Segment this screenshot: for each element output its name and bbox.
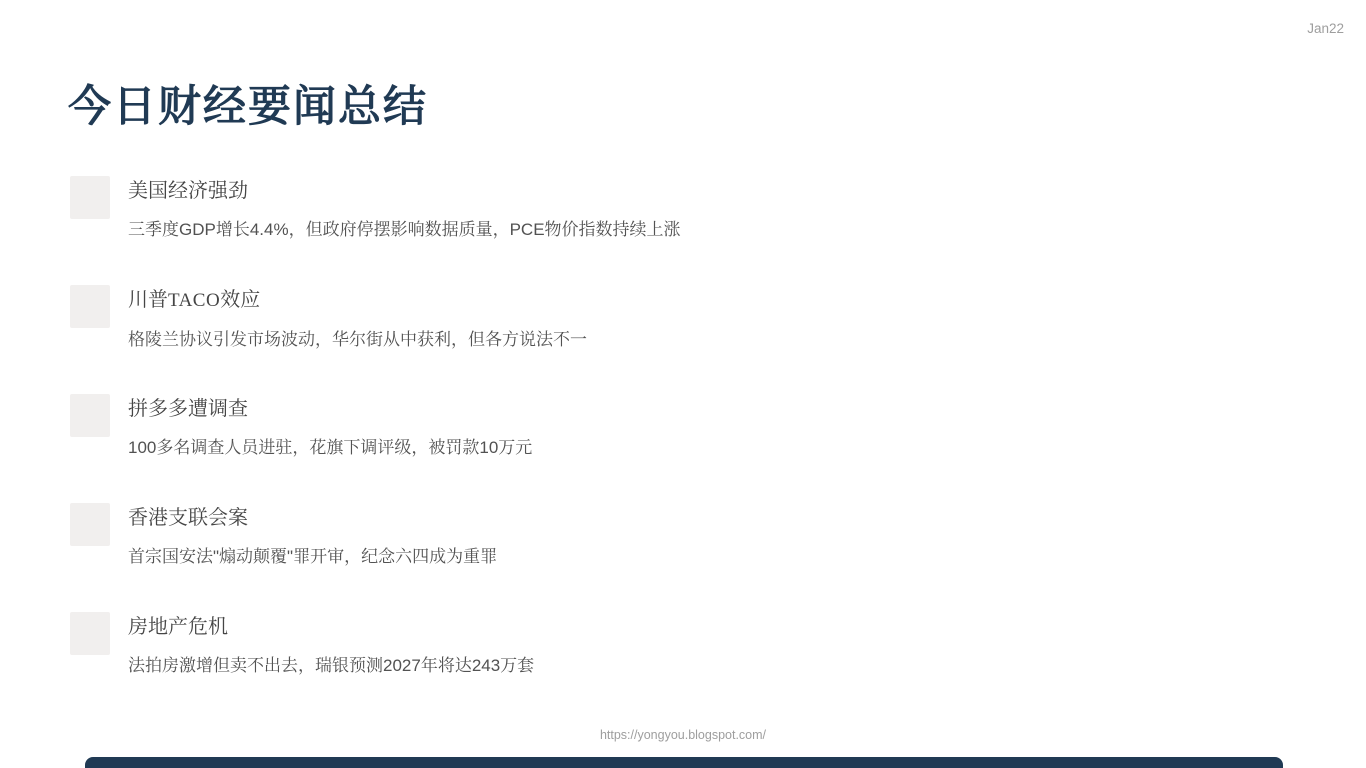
news-item-text	[128, 612, 534, 677]
news-item-description: 三季度GDP增长4.4%，但政府停摆影响数据质量，PCE物价指数持续上涨	[128, 220, 681, 239]
news-item-text	[128, 394, 532, 459]
page-title: 今日财经要闻总结	[68, 83, 428, 131]
news-item-description: 100多名调查人员进驻，花旗下调评级，被罚款10万元	[128, 438, 533, 457]
news-item-description: 格陵兰协议引发市场波动，华尔街从中获利，但各方说法不一	[128, 330, 587, 349]
news-item	[70, 612, 1326, 677]
news-item-icon-placeholder	[70, 285, 110, 328]
news-item-title: 美国经济强劲	[128, 180, 248, 202]
next-slide-top-edge[interactable]	[85, 757, 1283, 768]
news-item-icon-placeholder	[70, 612, 110, 655]
title-cjk-prefix: 川普	[128, 289, 168, 311]
footer-url: https://yongyou.blogspot.com/	[599, 728, 767, 742]
news-item-title	[128, 288, 587, 313]
news-item	[70, 176, 1326, 241]
news-item	[70, 503, 1326, 568]
news-item-icon-placeholder	[70, 394, 110, 437]
date-label: Jan22	[1307, 21, 1344, 36]
news-item-icon-placeholder	[70, 503, 110, 546]
news-item-description: 首宗国安法"煽动颠覆"罪开审，纪念六四成为重罪	[128, 547, 498, 566]
title-latin-segment: TACO	[168, 290, 221, 311]
news-item-text	[128, 503, 497, 568]
news-item-icon-placeholder	[70, 176, 110, 219]
news-item-title: 香港支联会案	[128, 507, 248, 529]
title-cjk-suffix: 效应	[220, 289, 261, 311]
news-item-title: 拼多多遭调查	[128, 398, 248, 420]
news-item	[70, 394, 1326, 459]
news-item-description: 法拍房激增但卖不出去，瑞银预测2027年将达243万套	[128, 656, 535, 675]
news-item	[70, 285, 1326, 351]
news-item-text	[128, 176, 681, 241]
news-item-text	[128, 285, 587, 351]
news-item-title: 房地产危机	[128, 616, 228, 638]
